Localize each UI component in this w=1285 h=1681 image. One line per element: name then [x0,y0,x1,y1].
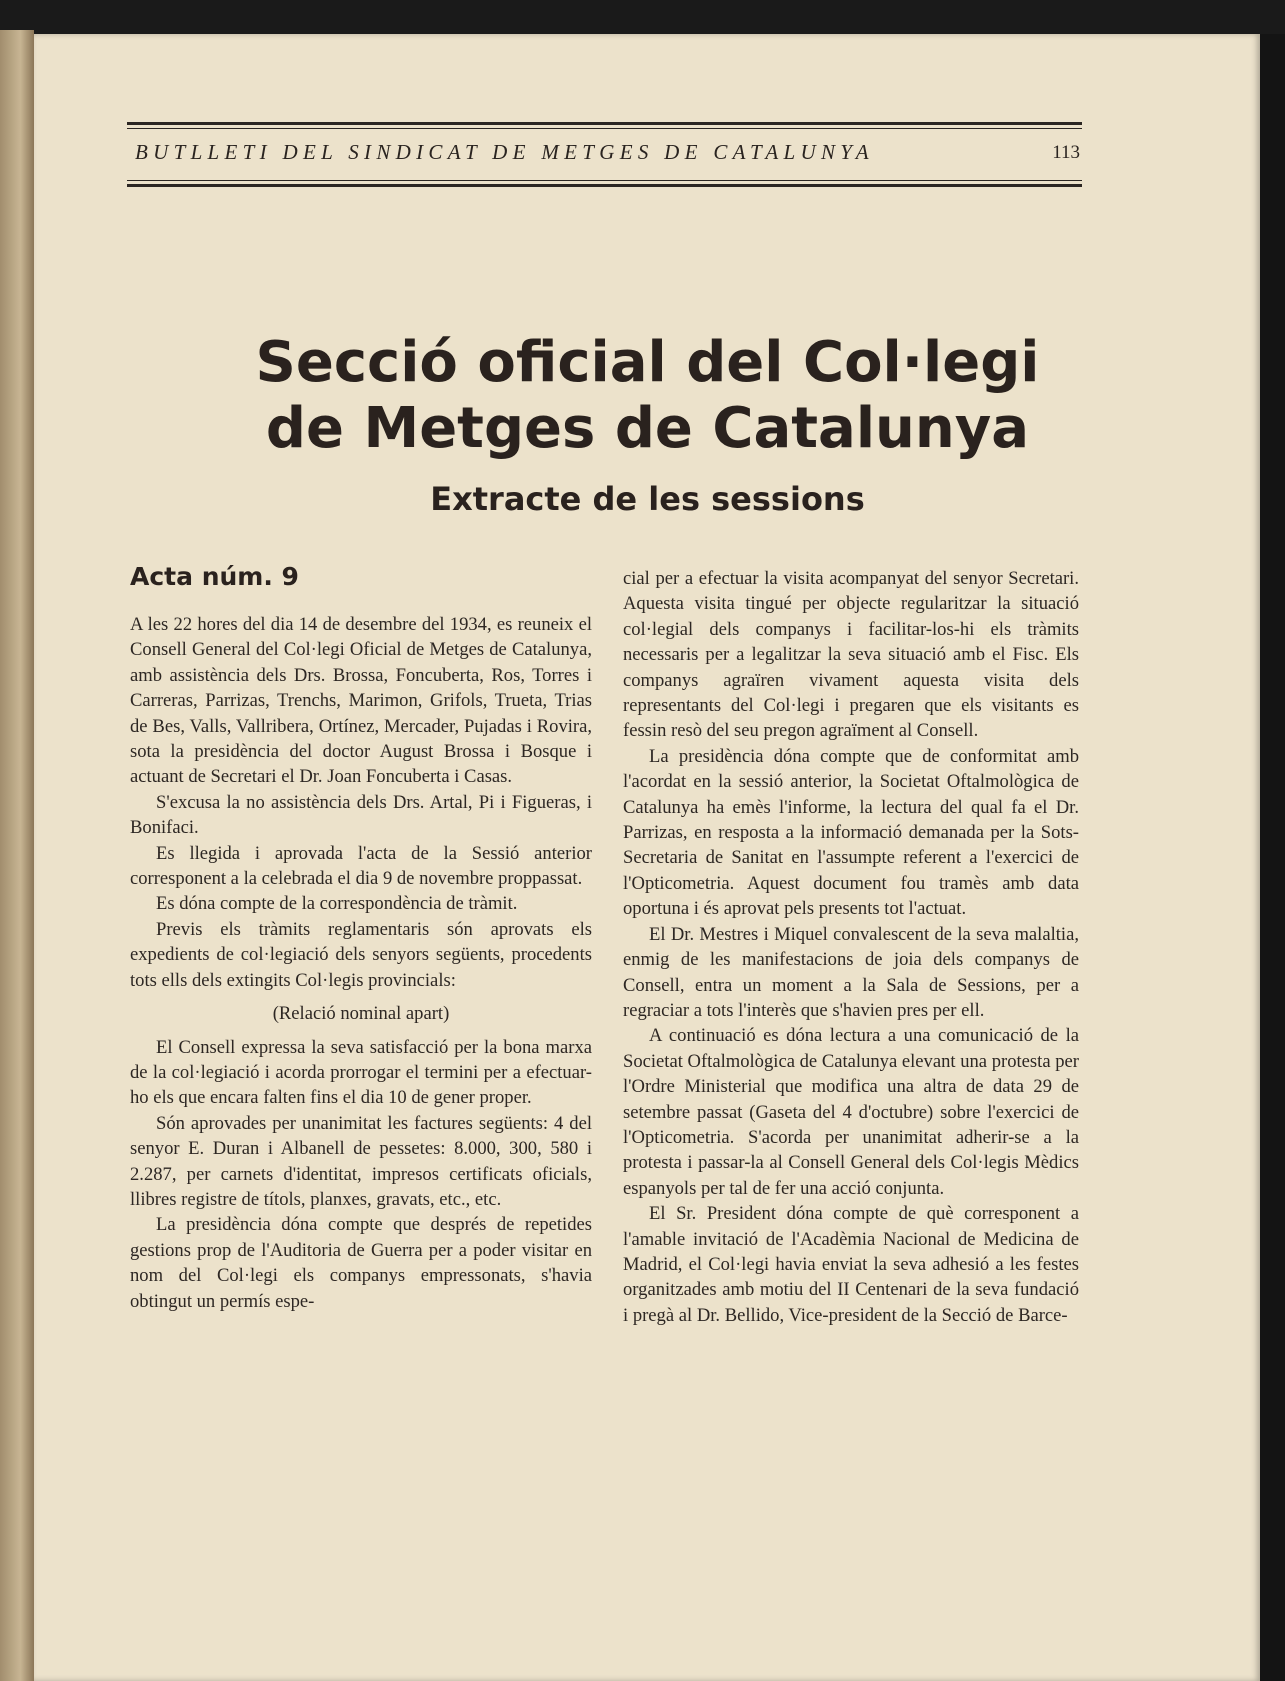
paragraph: A continuació es dóna lectura a una comunicació de la Societat Oftalmològica de Catalunya elevant una protesta per l'Ordre Ministerial que modifica una altra de data 29 de setembre passat (Gaseta del 4 d'octubre) sobre l'exercici de l'Opticometria. S'acorda per unanimitat adherir-se a la protesta i passar-la al Consell General dels Col·legis Mèdics espanyols per tal de fer una acció conjunta. [623,1025,1079,1199]
centered-note: (Relació nominal apart) [272,1003,450,1025]
section-title [200,330,1095,462]
header-rule [127,128,1082,129]
header-rule [127,184,1082,187]
paragraph: La presidència dóna compte que després de repetides gestions prop de l'Auditoria de Guerra per a poder visitar en nom del Col·legi els companys empressonats, s'havia obtingut un permís espe- [130,1214,592,1312]
paragraph: Previs els tràmits reglamentaris són aprovats els expedients de col·legiació dels senyors següents, procedents tots ells dels extingits Col·legis provincials: [130,918,592,991]
right-column [623,566,1079,1328]
title-line-2: de Metges de Catalunya [265,396,1030,461]
section-subtitle: Extracte de les sessions [430,480,865,518]
running-title: BUTLLETI DEL SINDICAT DE METGES DE CATALUNYA [135,140,874,164]
paragraph: Són aprovades per unanimitat les factures següents: 4 del senyor E. Duran i Albanell de pessetes: 8.000, 300, 580 i 2.287, per carnets d'identitat, impresos certificats oficials, llibres registre de títols, planxes, gravats, etc., etc. [130,1112,592,1210]
page-number: 113 [1052,142,1080,163]
paragraph: La presidència dóna compte que de conformitat amb l'acordat en la sessió anterior, la Societat Oftalmològica de Catalunya ha emès l'informe, la lectura del qual fa el Dr. Parrizas, en resposta a la informació demanada per la Sots-Secretaria de Sanitat en l'assumpte referent a l'exercici de l'Opticometria. Aquest document fou tramès amb data oportuna i és aprovat pels presents tot l'actuat. [623,745,1079,920]
paragraph: El Consell expressa la seva satisfacció per la bona marxa de la col·legiació i acorda prorrogar el termini per a efectuar-ho els que encara falten fins el dia 10 de gener proper. [130,1036,592,1109]
book-spine-edge [0,30,34,1681]
running-header [127,118,1082,192]
paragraph: Es llegida i aprovada l'acta de la Sessió anterior corresponent a la celebrada el dia 9 de novembre proppassat. [130,842,592,890]
left-column [130,560,592,1314]
header-rule [127,122,1082,125]
header-rule [127,180,1082,181]
paragraph: El Sr. President dóna compte de què corresponent a l'amable invitació de l'Acadèmia Nacional de Medicina de Madrid, el Col·legi havia enviat la seva adhesió a les festes organitzades amb motiu del II Centenari de la seva fundació i pregà al Dr. Bellido, Vice-president de la Secció de Barce- [623,1203,1079,1326]
paragraph: El Dr. Mestres i Miquel convalescent de la seva malaltia, enmig de les manifestacions de joia dels companys de Consell, entra un moment a la Sala de Sessions, per a regraciar a tots l'interès que s'havien pres per ell. [623,923,1079,1021]
paragraph: Es dóna compte de la correspondència de tràmit. [156,893,518,915]
paragraph: cial per a efectuar la visita acompanyat del senyor Secretari. Aquesta visita tingué per objecte regularitzar la situació col·legial dels companys i facilitar-los-hi els tràmits necessaris per a legalitzar la seva situació amb el Fisc. Els companys agraïren vivament aquesta visita dels representants del Col·legi i pregaren que els visitants es fessin resò del seu pregon agraïment al Consell. [623,568,1079,742]
title-line-1: Secció oficial del Col·legi [255,330,1040,395]
scan-border [1260,34,1285,1681]
minutes-heading: Acta núm. 9 [130,562,299,591]
paragraph: S'excusa la no assistència dels Drs. Artal, Pi i Figueras, i Bonifaci. [130,791,592,839]
paragraph: A les 22 hores del dia 14 de desembre del 1934, es reuneix el Consell General del Col·legi Oficial de Metges de Catalunya, amb assistència dels Drs. Brossa, Foncuberta, Ros, Torres i Carreras, Parrizas, Trenchs, Marimon, Grifols, Trueta, Trias de Bes, Valls, Vallribera, Ortínez, Mercader, Pujadas i Rovira, sota la presidència del doctor August Brossa i Bosque i actuant de Secretari el Dr. Joan Foncuberta i Casas. [130,614,592,788]
